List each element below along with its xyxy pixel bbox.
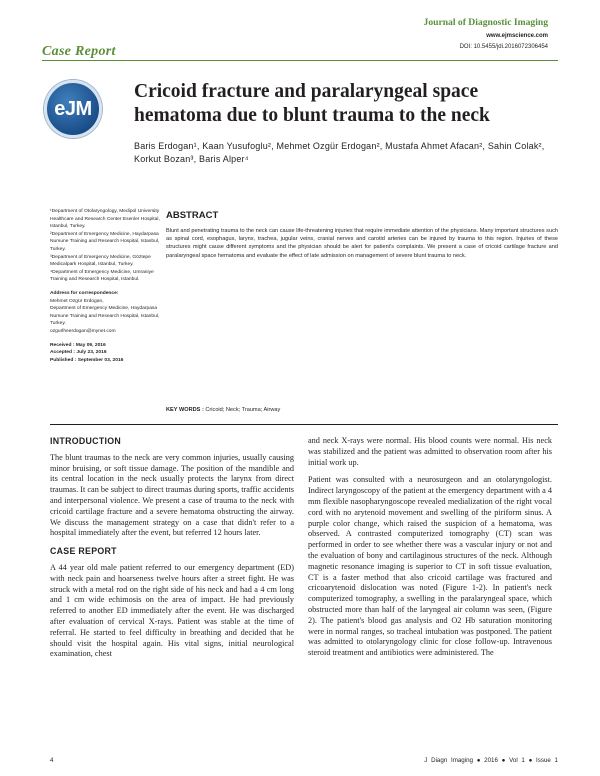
keywords-line bbox=[166, 407, 280, 413]
author-list: Baris Erdogan¹, Kaan Yusufoglu², Mehmet Ozgür Erdogan², Mustafa Ahmet Afacan², Sahin Colak², Korkut Bozan³, Baris Alper⁴ bbox=[134, 141, 545, 164]
correspondence-name: Mehmet Ozgür Erdogan, bbox=[50, 298, 104, 304]
date-accepted: Accepted : July 23, 2016 bbox=[50, 350, 107, 356]
affiliation-item: ⁴Department of Emergency Medicine, Umraniye Training and Research Hospital, Istanbul. bbox=[50, 269, 154, 283]
body-paragraph: Patient was consulted with a neurosurgeon and an otolaryngologist. Indirect laryngoscopy of the patient at the emergency department with a 4 mm flexible nasopharyngoscope revealed medialization of the right vocal cord with no arytenoid movement and swelling of the piriform sinus. A purple color change, which raised the suspicion of a hematoma, was observed. A contrasted computerized tomography (CT) scan was performed in order to see whether there was a vascular injury or not and the evaluation of bony and cartilaginous structures of the neck. Although magnetic resonance imaging is superior to CT in soft tissue evaluation, CT is a faster method that also cricoid cartilage was fractured and cricoarytenoid dislocation was noted (Figure 1-2). In patient's neck computerized tomography, a swelling in the paralaryngeal space, which obstructed more than half of the laryngeal air column was seen, (Figure 2). The patient's blood gas analysis and O2 Hb saturation monitoring were in normal ranges, so tracheal intubation was postponed. The patient was admitted to otolaryngology clinic for close follow-up. Intravenous steroid treatment and antibiotics were administered. The bbox=[308, 475, 552, 658]
affiliation-item: ¹Department of Otolaryngology, Medipol University Healthcare and Research Center Esenler Hospital, Istanbul, Turkey. bbox=[50, 209, 160, 230]
correspondence-address: Department of Emergency Medicine, Haydarpasa Numune Training and Research Hospital, Istanbul, Turkey. bbox=[50, 306, 160, 327]
correspondence-email[interactable]: ozgurlheerdogan@mynet.com bbox=[50, 328, 116, 334]
journal-logo bbox=[44, 80, 102, 138]
case-report-paragraph: A 44 year old male patient referred to our emergency department (ED) with neck pain and hoarseness twelve hours after a street fight. He was struck with a metal rod on the right side of his neck and had a 4 cm long and 1 cm wide echimosis on the area of impact. He had previously referred to another ED immediately after the event. He was discharged after evaluation of cervical X-rays. Patient was stable at the time of referral. He started to feel difficulty in breathing and decided that he should visit the hospital again. His vital signs, initial neurological examination, chest bbox=[50, 562, 294, 659]
right-column bbox=[308, 436, 552, 666]
logo-text: eJM bbox=[54, 97, 92, 120]
correspondence-label: Address for correspondence: bbox=[50, 290, 119, 296]
journal-url[interactable]: www.ejmscience.com bbox=[486, 33, 548, 39]
keywords-list: Cricoid; Neck; Trauma; Airway bbox=[205, 407, 281, 413]
journal-name: Journal of Diagnostic Imaging bbox=[423, 17, 548, 28]
abstract-text: Blunt and penetrating trauma to the neck can cause life-threatening injuries that require immediate attention of the physicians. Many important structures such as spinal cord, esophagus, larynx, trachea, jugular veins, cranial nerves and carotid arteries can be injured by trauma to this region. Injuries of these structures might cause different symptoms and the physician should be alert for patient's complaints. We present a case of cricoid cartilage fracture and paralaryngeal space hematoma and evaluate the effect of late admission on management of severe blunt trauma to neck. bbox=[166, 228, 558, 259]
case-report-heading: CASE REPORT bbox=[50, 546, 117, 557]
introduction-heading: INTRODUCTION bbox=[50, 436, 122, 446]
abstract-heading: ABSTRACT bbox=[166, 210, 219, 221]
article-title: Cricoid fracture and paralaryngeal space hematoma due to blunt trauma to the neck bbox=[134, 81, 490, 126]
body-paragraph: and neck X-rays were normal. His blood counts were normal. His neck was stabilized and the patient was admitted to observation room after his initial work up. bbox=[308, 436, 552, 467]
journal-doi: DOI: 10.5455/jdi.2016072306454 bbox=[459, 44, 548, 50]
article-type-label: Case Report bbox=[42, 44, 116, 59]
affiliation-item: ²Department of Emergency Medicine, Haydarpasa Numune Training and Research Hospital, Istanbul, Turkey. bbox=[50, 231, 160, 252]
date-published: Published : September 03, 2016 bbox=[50, 357, 124, 363]
footer-journal-ref: J Diagn Imaging ● 2016 ● Vol 1 ● Issue 1 bbox=[424, 757, 558, 764]
keywords-label: KEY WORDS : bbox=[166, 407, 204, 413]
introduction-paragraph: The blunt traumas to the neck are very common injuries, usually causing minor bruising, or soft tissue damage. The position of the mandible and its central location in the neck usually protects the larynx from direct traumas. It can be subject to direct traumas during sports, traffic accidents and interpersonal violence. We present a case of trauma to the neck with cricoid cartilage fracture and a severe hematoma obstructing the airway. We discuss the management strategy on a case that didn't refer to a hospital immediately after the event, but referred 12 hours later. bbox=[50, 452, 294, 538]
header-divider bbox=[42, 60, 558, 61]
section-divider bbox=[50, 424, 558, 425]
affiliations-block bbox=[50, 208, 162, 364]
affiliation-item: ³Department of Emergency Medicine, Göztepe Medicalpark Hospital, Istanbul, Turkey. bbox=[50, 254, 151, 268]
page-number: 4 bbox=[50, 757, 54, 764]
date-received: Received : May 09, 2016 bbox=[50, 342, 106, 348]
left-column bbox=[50, 436, 294, 667]
